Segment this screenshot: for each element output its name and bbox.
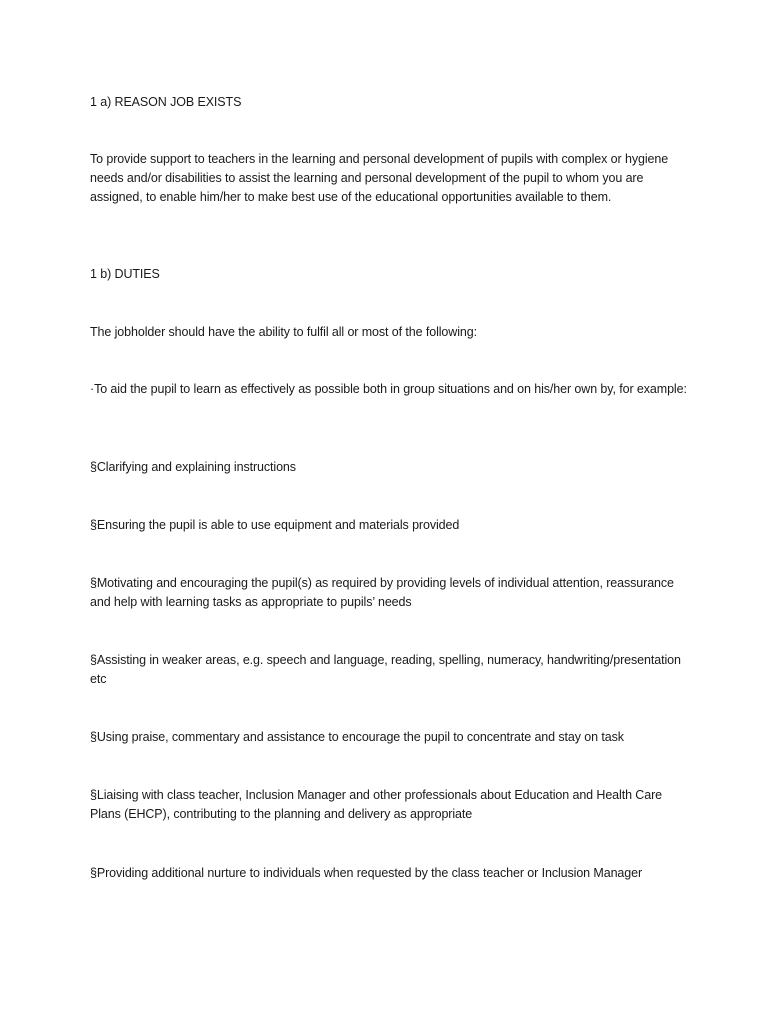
duty-main-point: ·To aid the pupil to learn as effectively as possible both in group situations and on his/her own by, for example: <box>90 382 687 396</box>
duty-item: §Assisting in weaker areas, e.g. speech and language, reading, spelling, numeracy, handwriting/presentation etc <box>90 653 681 686</box>
heading-reason-job-exists: 1 a) REASON JOB EXISTS <box>90 95 242 109</box>
duty-item: §Liaising with class teacher, Inclusion Manager and other professionals about Education and Health Care Plans (EHCP), contributing to the planning and delivery as appropriate <box>90 788 663 821</box>
duty-item: §Providing additional nurture to individuals when requested by the class teacher or Inclusion Manager <box>90 866 643 880</box>
duty-item: §Clarifying and explaining instructions <box>90 460 296 474</box>
duty-item: §Ensuring the pupil is able to use equipment and materials provided <box>90 518 460 532</box>
reason-paragraph: To provide support to teachers in the learning and personal development of pupils with complex or hygiene needs and/or disabilities to assist the learning and personal development of the pupil to whom you are assigned, to enable him/her to make best use of the educational opportunities available to them. <box>90 152 669 204</box>
heading-duties: 1 b) DUTIES <box>90 267 160 281</box>
duty-item: §Motivating and encouraging the pupil(s) as required by providing levels of individual attention, reassurance and help with learning tasks as appropriate to pupils’ needs <box>90 576 674 609</box>
duty-item: §Using praise, commentary and assistance to encourage the pupil to concentrate and stay on task <box>90 730 624 744</box>
duties-intro: The jobholder should have the ability to fulfil all or most of the following: <box>90 325 477 339</box>
